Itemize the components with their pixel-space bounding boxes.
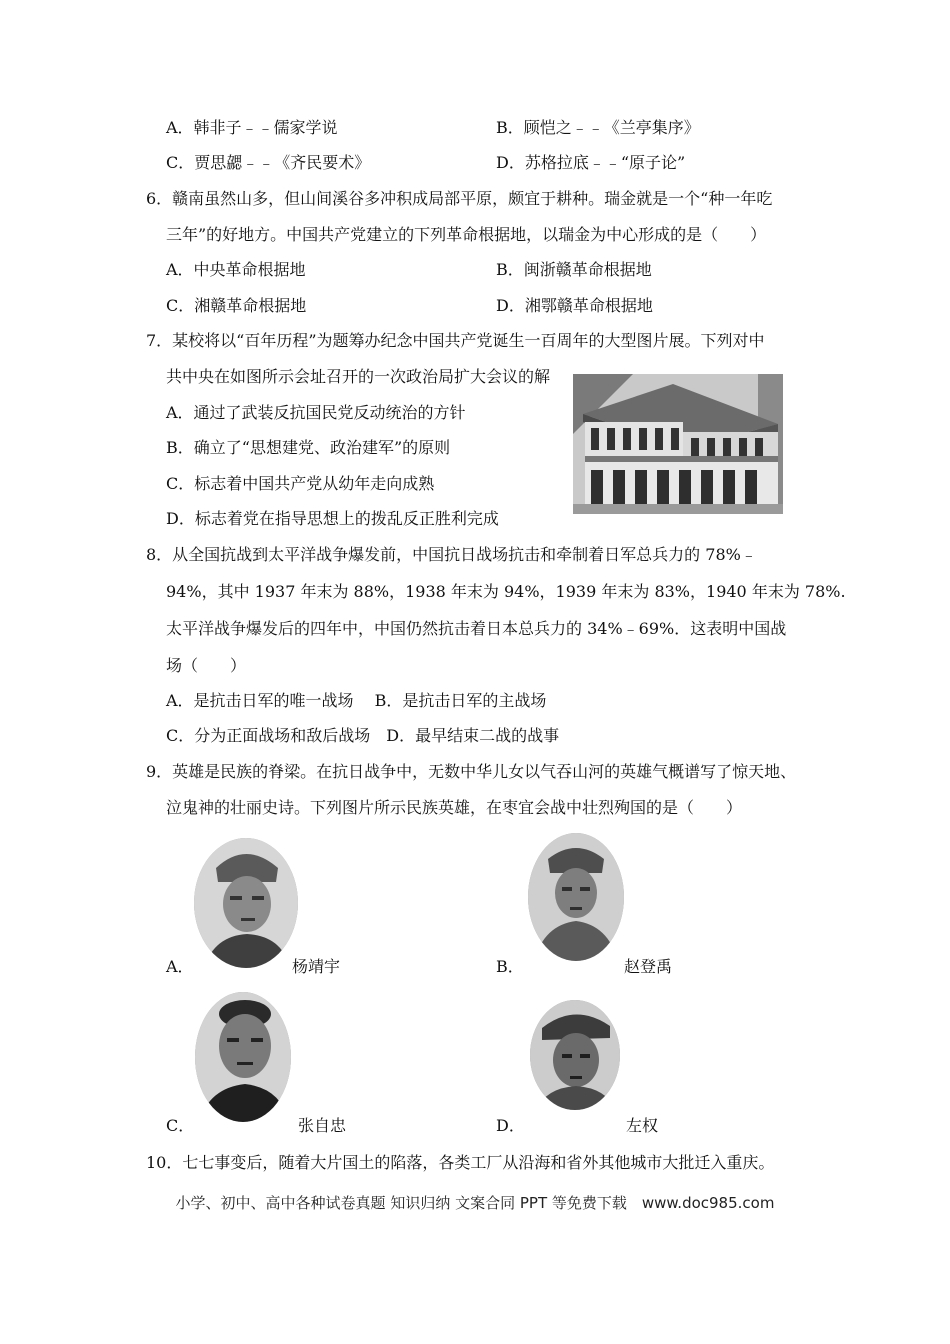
q7-option-b: B．确立了“思想建党、政治建军”的原则 bbox=[166, 438, 451, 457]
q5-option-a: A．韩非子﹣﹣儒家学说 bbox=[166, 118, 338, 137]
q9-stem-line1: 9．英雄是民族的脊梁。在抗日战争中，无数中华儿女以气吞山河的英雄气概谱写了惊天地、 bbox=[146, 762, 797, 781]
q9-stem-line2: 泣鬼神的壮丽史诗。下列图片所示民族英雄，在枣宜会战中壮烈殉国的是（ ） bbox=[166, 798, 743, 817]
q9-option-c-label: C． bbox=[166, 1116, 195, 1135]
q7-stem-line2: 共中央在如图所示会址召开的一次政治局扩大会议的解 bbox=[166, 367, 551, 386]
page-footer: 小学、初中、高中各种试卷真题 知识归纳 文案合同 PPT 等免费下载 www.doc985.com bbox=[175, 1194, 775, 1212]
q6-stem-line1: 6．赣南虽然山多，但山间溪谷多冲积成局部平原，颇宜于耕种。瑞金就是一个“种一年吃 bbox=[146, 189, 773, 208]
q7-stem-line1: 7．某校将以“百年历程”为题筹办纪念中国共产党诞生一百周年的大型图片展。下列对中 bbox=[146, 331, 765, 350]
q6-stem-line2: 三年”的好地方。中国共产党建立的下列革命根据地，以瑞金为中心形成的是（ ） bbox=[166, 225, 767, 244]
q9-option-a-name: 杨靖宇 bbox=[292, 957, 341, 976]
q5-option-c: C．贾思勰﹣﹣《齐民要术》 bbox=[166, 153, 371, 172]
q6-option-a: A．中央革命根据地 bbox=[166, 260, 306, 279]
q8-options-cd: C．分为正面战场和敌后战场 D．最早结束二战的战事 bbox=[166, 726, 560, 745]
q10-stem-line1: 10．七七事变后，随着大片国土的陷落，各类工厂从沿海和省外其他城市大批迁入重庆。 bbox=[146, 1153, 775, 1172]
q9-option-d-name: 左权 bbox=[626, 1116, 659, 1135]
q6-option-c: C．湘赣革命根据地 bbox=[166, 296, 307, 315]
q8-stem-line3: 太平洋战争爆发后的四年中，中国仍然抗击着日本总兵力的 34%﹣69%．这表明中国战 bbox=[166, 619, 787, 638]
q7-option-a: A．通过了武装反抗国民党反动统治的方针 bbox=[166, 403, 466, 422]
q8-stem-line1: 8．从全国抗战到太平洋战争爆发前，中国抗日战场抗击和牵制着日军总兵力的 78%﹣ bbox=[146, 545, 757, 564]
q9-option-b-label: B． bbox=[496, 957, 524, 976]
portrait-zhang-zizhong bbox=[195, 992, 291, 1122]
q9-option-c-name: 张自忠 bbox=[298, 1116, 347, 1135]
q7-option-d: D．标志着党在指导思想上的拨乱反正胜利完成 bbox=[166, 509, 499, 528]
q6-option-b: B．闽浙赣革命根据地 bbox=[496, 260, 652, 279]
q9-option-b-name: 赵登禹 bbox=[624, 957, 673, 976]
q8-stem-line4: 场（ ） bbox=[166, 656, 247, 675]
q5-option-d: D．苏格拉底﹣﹣“原子论” bbox=[496, 153, 686, 172]
q7-option-c: C．标志着中国共产党从幼年走向成熟 bbox=[166, 474, 435, 493]
q9-option-d-label: D． bbox=[496, 1116, 525, 1135]
portrait-zuo-quan bbox=[530, 1000, 620, 1110]
q8-stem-line2: 94%，其中 1937 年末为 88%，1938 年末为 94%，1939 年末为 83%，1940 年末为 78%. bbox=[166, 582, 846, 601]
portrait-zhao-dengyu bbox=[528, 833, 624, 961]
q5-option-b: B．顾恺之﹣﹣《兰亭集序》 bbox=[496, 118, 700, 137]
q9-option-a-label: A． bbox=[166, 957, 194, 976]
meeting-site-photo bbox=[573, 374, 783, 514]
portrait-yang-jingyu bbox=[194, 838, 298, 968]
q8-options-ab: A．是抗击日军的唯一战场 B．是抗击日军的主战场 bbox=[166, 691, 547, 710]
q6-option-d: D．湘鄂赣革命根据地 bbox=[496, 296, 653, 315]
